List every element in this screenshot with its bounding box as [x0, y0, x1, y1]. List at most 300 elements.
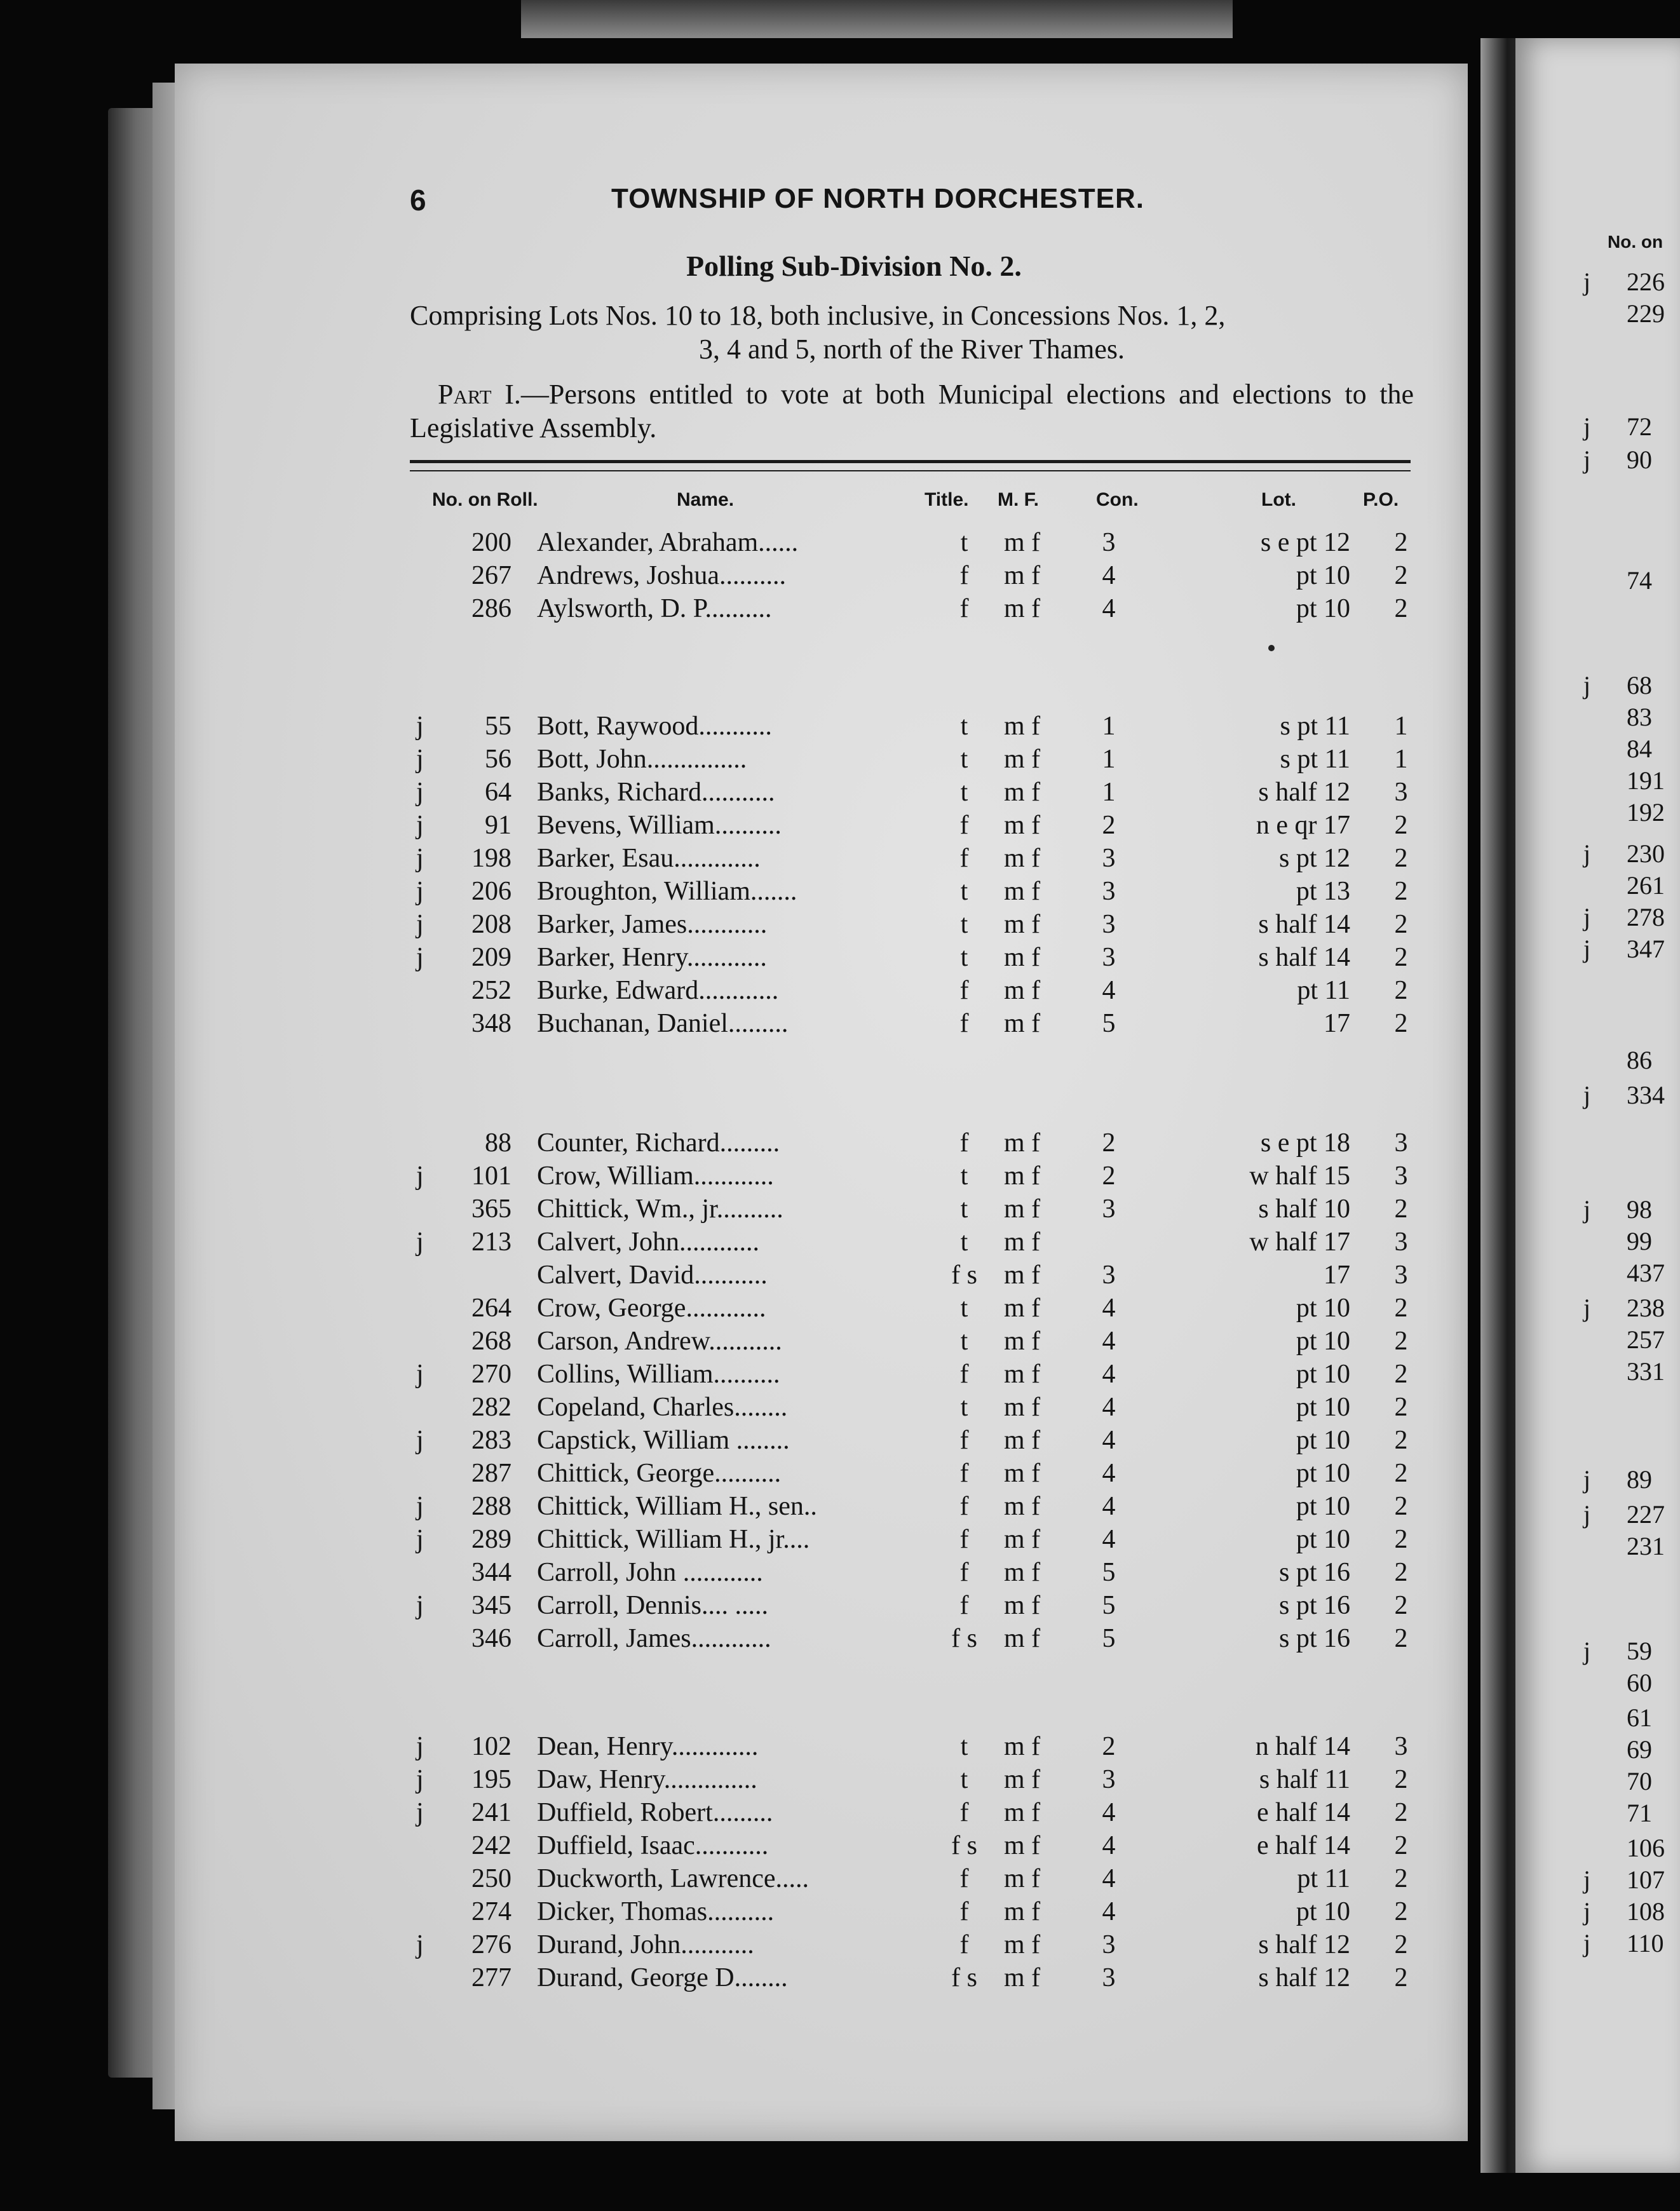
- facing-cell-j: j: [1583, 935, 1591, 963]
- cell-con: 1: [1102, 778, 1116, 807]
- cell-title: f: [959, 1864, 969, 1893]
- table-row: [0, 909, 1408, 941]
- cell-no: 91: [485, 811, 511, 840]
- facing-table-row: [1576, 1080, 1680, 1111]
- cell-no: 268: [471, 1327, 511, 1356]
- facing-cell-no: 231: [1627, 1532, 1665, 1560]
- cell-mf: m f: [1004, 1591, 1041, 1620]
- table-row: [0, 942, 1408, 974]
- cell-mf: m f: [1004, 1798, 1041, 1827]
- table-row: [0, 744, 1408, 776]
- facing-cell-no: 70: [1627, 1767, 1652, 1795]
- cell-po: 1: [1394, 712, 1408, 741]
- cell-po: 3: [1394, 778, 1408, 807]
- cell-no: 287: [471, 1459, 511, 1488]
- cell-title: f: [959, 594, 969, 623]
- facing-cell-j: j: [1583, 1500, 1591, 1529]
- cell-mf: m f: [1004, 1558, 1041, 1587]
- cell-po: 2: [1394, 910, 1408, 939]
- cell-title: f: [959, 561, 969, 590]
- cell-con: 4: [1102, 1426, 1116, 1455]
- cell-title: f: [959, 1930, 969, 1959]
- cell-mf: m f: [1004, 1492, 1041, 1521]
- cell-lot: pt 10: [1296, 1525, 1350, 1554]
- table-row: [0, 1260, 1408, 1292]
- table-row: [0, 777, 1408, 809]
- facing-table-row: [1576, 1499, 1680, 1530]
- cell-lot: 17: [1324, 1009, 1350, 1038]
- table-row: [0, 1830, 1408, 1862]
- cell-no: 102: [471, 1732, 511, 1761]
- facing-table-row: [1576, 1668, 1680, 1698]
- table-row: [0, 810, 1408, 842]
- cell-lot: s half 14: [1258, 910, 1350, 939]
- cell-no: 270: [471, 1360, 511, 1389]
- cell-title: t: [960, 1732, 968, 1761]
- facing-cell-no: 98: [1627, 1195, 1652, 1224]
- cell-con: 4: [1102, 1492, 1116, 1521]
- facing-table-row: [1576, 1325, 1680, 1355]
- cell-j: j: [416, 1591, 424, 1620]
- cell-mf: m f: [1004, 1525, 1041, 1554]
- col-header-lot: Lot.: [1261, 489, 1296, 510]
- facing-cell-j: j: [1583, 1294, 1591, 1322]
- cell-con: 3: [1102, 1930, 1116, 1959]
- cell-lot: s pt 12: [1278, 844, 1350, 873]
- cell-no: 198: [471, 844, 511, 873]
- cell-lot: w half 17: [1249, 1227, 1350, 1257]
- facing-cell-no: 334: [1627, 1081, 1665, 1109]
- cell-j: j: [416, 712, 424, 741]
- cell-lot: pt 10: [1296, 561, 1350, 590]
- cell-po: 2: [1394, 1525, 1408, 1554]
- facing-cell-no: 261: [1627, 871, 1665, 900]
- cell-title: f: [959, 1459, 969, 1488]
- cell-po: 2: [1394, 1294, 1408, 1323]
- cell-po: 3: [1394, 1732, 1408, 1761]
- facing-table-row: [1576, 1703, 1680, 1733]
- cell-title: t: [960, 1327, 968, 1356]
- table-row: [0, 1425, 1408, 1457]
- facing-cell-no: 90: [1627, 445, 1652, 474]
- cell-po: 1: [1394, 745, 1408, 774]
- cell-lot: s pt 11: [1280, 712, 1350, 741]
- facing-cell-no: 227: [1627, 1500, 1665, 1529]
- table-row: [0, 1623, 1408, 1655]
- cell-mf: m f: [1004, 1624, 1041, 1653]
- cell-no: 55: [485, 712, 511, 741]
- part-text: —Persons entitled to vote at both Municipal elections and elections to the Legislative Assembly.: [410, 379, 1414, 443]
- cell-con: 4: [1102, 561, 1116, 590]
- cell-no: 101: [471, 1161, 511, 1191]
- header-rule-thick: [410, 460, 1411, 463]
- cell-j: j: [416, 1227, 424, 1257]
- cell-no: 241: [471, 1798, 511, 1827]
- cell-con: 3: [1102, 943, 1116, 972]
- cell-lot: pt 10: [1296, 1393, 1350, 1422]
- cell-con: 4: [1102, 1897, 1116, 1926]
- facing-table-row: [1576, 1194, 1680, 1225]
- cell-con: 3: [1102, 1765, 1116, 1794]
- cell-lot: pt 10: [1296, 1327, 1350, 1356]
- cell-name: Alexander, Abraham......: [537, 528, 799, 557]
- facing-table-row: [1576, 1865, 1680, 1895]
- cell-po: 3: [1394, 1128, 1408, 1158]
- cell-name: Bevens, William..........: [537, 811, 782, 840]
- cell-name: Calvert, John............: [537, 1227, 759, 1257]
- table-row: [0, 1897, 1408, 1928]
- cell-con: 3: [1102, 844, 1116, 873]
- cell-name: Andrews, Joshua..........: [537, 561, 786, 590]
- cell-mf: m f: [1004, 1963, 1041, 1992]
- table-row: [0, 1963, 1408, 1994]
- cell-con: 5: [1102, 1624, 1116, 1653]
- cell-mf: m f: [1004, 1128, 1041, 1158]
- cell-con: 2: [1102, 1732, 1116, 1761]
- cell-no: 288: [471, 1492, 511, 1521]
- facing-table-row: [1576, 267, 1680, 297]
- table-row: [0, 1557, 1408, 1589]
- cell-po: 2: [1394, 1426, 1408, 1455]
- cell-title: t: [960, 877, 968, 906]
- cell-po: 2: [1394, 1393, 1408, 1422]
- cell-po: 2: [1394, 1009, 1408, 1038]
- document-page: [175, 64, 1468, 2141]
- table-row: [0, 1227, 1408, 1259]
- cell-mf: m f: [1004, 561, 1041, 590]
- facing-cell-j: j: [1583, 1465, 1591, 1494]
- cell-no: 195: [471, 1765, 511, 1794]
- cell-lot: s half 12: [1258, 778, 1350, 807]
- cell-title: f: [959, 1426, 969, 1455]
- cell-j: j: [416, 1426, 424, 1455]
- cell-no: 283: [471, 1426, 511, 1455]
- cell-j: j: [416, 1930, 424, 1959]
- cell-name: Carroll, James............: [537, 1624, 771, 1653]
- cell-no: 282: [471, 1393, 511, 1422]
- facing-cell-j: j: [1583, 412, 1591, 441]
- description-line-1: Comprising Lots Nos. 10 to 18, both inclusive, in Concessions Nos. 1, 2,: [410, 300, 1226, 331]
- cell-con: 2: [1102, 811, 1116, 840]
- part-label: Part I.: [438, 379, 521, 410]
- facing-col-header: No. on: [1608, 232, 1663, 252]
- cell-title: t: [960, 1294, 968, 1323]
- cell-con: 3: [1102, 1261, 1116, 1290]
- cell-name: Copeland, Charles........: [537, 1393, 788, 1422]
- facing-cell-j: j: [1583, 1865, 1591, 1894]
- facing-table-row: [1576, 1734, 1680, 1765]
- cell-mf: m f: [1004, 976, 1041, 1005]
- facing-cell-no: 99: [1627, 1227, 1652, 1255]
- cell-con: 4: [1102, 1864, 1116, 1893]
- facing-cell-no: 257: [1627, 1325, 1665, 1354]
- cell-lot: 17: [1324, 1261, 1350, 1290]
- facing-table-row: [1576, 1928, 1680, 1959]
- cell-title: f s: [951, 1624, 977, 1653]
- cell-po: 2: [1394, 811, 1408, 840]
- facing-table-row: [1576, 1766, 1680, 1797]
- cell-po: 2: [1394, 1963, 1408, 1992]
- cell-po: 2: [1394, 1831, 1408, 1860]
- cell-name: Durand, George D........: [537, 1963, 788, 1992]
- cell-mf: m f: [1004, 1327, 1041, 1356]
- cell-name: Barker, Henry............: [537, 943, 767, 972]
- cell-no: 213: [471, 1227, 511, 1257]
- cell-j: j: [416, 745, 424, 774]
- facing-cell-no: 437: [1627, 1259, 1665, 1287]
- cell-con: 4: [1102, 1459, 1116, 1488]
- cell-mf: m f: [1004, 1294, 1041, 1323]
- cell-po: 2: [1394, 594, 1408, 623]
- cell-title: f: [959, 1591, 969, 1620]
- table-row: [0, 1764, 1408, 1796]
- cell-title: f: [959, 1798, 969, 1827]
- cell-con: 5: [1102, 1591, 1116, 1620]
- facing-cell-no: 61: [1627, 1703, 1652, 1732]
- cell-po: 2: [1394, 1459, 1408, 1488]
- cell-name: Carson, Andrew...........: [537, 1327, 782, 1356]
- cell-po: 2: [1394, 877, 1408, 906]
- facing-cell-no: 68: [1627, 671, 1652, 700]
- cell-no: 242: [471, 1831, 511, 1860]
- cell-lot: e half 14: [1257, 1831, 1350, 1860]
- cell-po: 2: [1394, 1492, 1408, 1521]
- cell-title: f: [959, 1009, 969, 1038]
- table-row: [0, 1458, 1408, 1490]
- cell-po: 3: [1394, 1227, 1408, 1257]
- cell-con: 1: [1102, 745, 1116, 774]
- table-row: [0, 711, 1408, 743]
- cell-title: f: [959, 1897, 969, 1926]
- cell-con: 2: [1102, 1128, 1116, 1158]
- facing-table-row: [1576, 299, 1680, 329]
- table-row: [0, 1491, 1408, 1523]
- facing-table-row: [1576, 870, 1680, 901]
- table-row: [0, 1293, 1408, 1325]
- cell-po: 3: [1394, 1261, 1408, 1290]
- cell-mf: m f: [1004, 528, 1041, 557]
- cell-mf: m f: [1004, 811, 1041, 840]
- description-line-2: 3, 4 and 5, north of the River Thames.: [698, 334, 1125, 365]
- table-row: [0, 527, 1408, 559]
- facing-table-row: [1576, 1636, 1680, 1667]
- facing-table-row: [1576, 1798, 1680, 1829]
- cell-name: Crow, William............: [537, 1161, 774, 1191]
- facing-cell-no: 83: [1627, 703, 1652, 731]
- cell-title: f: [959, 844, 969, 873]
- facing-cell-no: 107: [1627, 1865, 1665, 1894]
- cell-po: 2: [1394, 1624, 1408, 1653]
- cell-po: 2: [1394, 1360, 1408, 1389]
- cell-po: 2: [1394, 1765, 1408, 1794]
- cell-title: f s: [951, 1261, 977, 1290]
- facing-cell-j: j: [1583, 1081, 1591, 1109]
- cell-name: Barker, Esau.............: [537, 844, 761, 873]
- facing-table-row: [1576, 1226, 1680, 1257]
- cell-lot: pt 10: [1296, 1426, 1350, 1455]
- cell-name: Daw, Henry..............: [537, 1765, 757, 1794]
- cell-mf: m f: [1004, 712, 1041, 741]
- facing-table-row: [1576, 839, 1680, 869]
- table-row: [0, 876, 1408, 908]
- cell-name: Duffield, Isaac...........: [537, 1831, 769, 1860]
- cell-po: 3: [1394, 1161, 1408, 1191]
- cell-lot: n e qr 17: [1256, 811, 1350, 840]
- cell-no: 274: [471, 1897, 511, 1926]
- cell-mf: m f: [1004, 1732, 1041, 1761]
- cell-lot: w half 15: [1249, 1161, 1350, 1191]
- cell-po: 2: [1394, 1327, 1408, 1356]
- cell-name: Carroll, John ............: [537, 1558, 763, 1587]
- cell-no: 264: [471, 1294, 511, 1323]
- cell-mf: m f: [1004, 1360, 1041, 1389]
- facing-table-row: [1576, 1045, 1680, 1076]
- cell-con: 5: [1102, 1558, 1116, 1587]
- cell-lot: n half 14: [1255, 1732, 1350, 1761]
- cell-title: t: [960, 528, 968, 557]
- cell-j: j: [416, 910, 424, 939]
- cell-no: 348: [471, 1009, 511, 1038]
- col-header-po: P.O.: [1363, 489, 1399, 510]
- facing-table-row: [1576, 702, 1680, 733]
- facing-cell-no: 106: [1627, 1834, 1665, 1862]
- header-rule-thin: [410, 470, 1411, 471]
- facing-cell-no: 331: [1627, 1357, 1665, 1386]
- facing-table-row: [1576, 1258, 1680, 1288]
- facing-table-row: [1576, 565, 1680, 596]
- facing-cell-no: 84: [1627, 734, 1652, 763]
- cell-mf: m f: [1004, 1459, 1041, 1488]
- cell-name: Buchanan, Daniel.........: [537, 1009, 789, 1038]
- cell-title: f: [959, 1525, 969, 1554]
- facing-table-row: [1576, 734, 1680, 764]
- cell-j: j: [416, 1360, 424, 1389]
- cell-lot: pt 10: [1296, 594, 1350, 623]
- facing-cell-no: 191: [1627, 766, 1665, 795]
- table-row: [0, 975, 1408, 1007]
- cell-con: 4: [1102, 1831, 1116, 1860]
- cell-lot: s half 12: [1258, 1930, 1350, 1959]
- cell-mf: m f: [1004, 877, 1041, 906]
- cell-j: j: [416, 811, 424, 840]
- facing-table-row: [1576, 934, 1680, 964]
- cell-name: Dean, Henry.............: [537, 1732, 759, 1761]
- cell-name: Collins, William..........: [537, 1360, 780, 1389]
- cell-name: Chittick, William H., sen..: [537, 1492, 817, 1521]
- cell-no: 209: [471, 943, 511, 972]
- cell-con: 4: [1102, 976, 1116, 1005]
- cell-name: Durand, John...........: [537, 1930, 754, 1959]
- cell-no: 250: [471, 1864, 511, 1893]
- col-header-mf: M. F.: [998, 489, 1039, 510]
- cell-name: Capstick, William ........: [537, 1426, 790, 1455]
- facing-cell-no: 89: [1627, 1465, 1652, 1494]
- cell-j: j: [416, 844, 424, 873]
- ink-dot: [1268, 645, 1275, 651]
- cell-name: Counter, Richard.........: [537, 1128, 780, 1158]
- cell-title: f s: [951, 1831, 977, 1860]
- facing-cell-no: 60: [1627, 1668, 1652, 1697]
- facing-cell-no: 71: [1627, 1799, 1652, 1827]
- cell-lot: pt 10: [1296, 1492, 1350, 1521]
- table-row: [0, 1797, 1408, 1829]
- cell-con: 1: [1102, 712, 1116, 741]
- table-row: [0, 1326, 1408, 1358]
- cell-title: t: [960, 778, 968, 807]
- cell-mf: m f: [1004, 910, 1041, 939]
- facing-cell-j: j: [1583, 1637, 1591, 1665]
- facing-cell-no: 108: [1627, 1897, 1665, 1926]
- facing-cell-j: j: [1583, 839, 1591, 868]
- table-row: [0, 1392, 1408, 1424]
- facing-cell-j: j: [1583, 445, 1591, 474]
- cell-po: 2: [1394, 943, 1408, 972]
- cell-lot: s pt 16: [1278, 1591, 1350, 1620]
- cell-con: 3: [1102, 528, 1116, 557]
- cell-no: 276: [471, 1930, 511, 1959]
- cell-title: t: [960, 1765, 968, 1794]
- facing-cell-no: 59: [1627, 1637, 1652, 1665]
- cell-name: Bott, John...............: [537, 745, 747, 774]
- cell-no: 345: [471, 1591, 511, 1620]
- facing-cell-no: 278: [1627, 903, 1665, 931]
- cell-lot: s pt 16: [1278, 1558, 1350, 1587]
- cell-mf: m f: [1004, 594, 1041, 623]
- cell-j: j: [416, 943, 424, 972]
- cell-con: 2: [1102, 1161, 1116, 1191]
- table-row: [0, 1359, 1408, 1391]
- cell-name: Broughton, William.......: [537, 877, 797, 906]
- facing-table-row: [1576, 412, 1680, 442]
- cell-no: 267: [471, 561, 511, 590]
- cell-mf: m f: [1004, 778, 1041, 807]
- cell-name: Calvert, David...........: [537, 1261, 768, 1290]
- col-header-no: No. on Roll.: [432, 489, 538, 510]
- facing-cell-j: j: [1583, 1897, 1591, 1926]
- facing-table-row: [1576, 1833, 1680, 1863]
- cell-con: 4: [1102, 1525, 1116, 1554]
- cell-title: t: [960, 745, 968, 774]
- cell-name: Chittick, William H., jr....: [537, 1525, 810, 1554]
- cell-name: Bott, Raywood...........: [537, 712, 772, 741]
- facing-table-row: [1576, 445, 1680, 475]
- facing-cell-j: j: [1583, 671, 1591, 700]
- table-row: [0, 1863, 1408, 1895]
- cell-lot: s half 14: [1258, 943, 1350, 972]
- cell-po: 2: [1394, 844, 1408, 873]
- table-row: [0, 1524, 1408, 1556]
- cell-lot: pt 10: [1296, 1294, 1350, 1323]
- facing-cell-no: 230: [1627, 839, 1665, 868]
- table-row: [0, 1194, 1408, 1226]
- cell-name: Crow, George............: [537, 1294, 766, 1323]
- cell-title: f: [959, 1128, 969, 1158]
- cell-lot: s e pt 12: [1260, 528, 1350, 557]
- cell-po: 2: [1394, 1194, 1408, 1224]
- cell-con: 3: [1102, 877, 1116, 906]
- cell-title: t: [960, 1393, 968, 1422]
- cell-mf: m f: [1004, 1161, 1041, 1191]
- cell-lot: s e pt 18: [1260, 1128, 1350, 1158]
- facing-table-row: [1576, 1293, 1680, 1323]
- cell-mf: m f: [1004, 1261, 1041, 1290]
- cell-title: f: [959, 1492, 969, 1521]
- part-description: [410, 377, 1414, 445]
- cell-no: 252: [471, 976, 511, 1005]
- cell-po: 2: [1394, 976, 1408, 1005]
- cell-title: t: [960, 1227, 968, 1257]
- facing-cell-j: j: [1583, 1195, 1591, 1224]
